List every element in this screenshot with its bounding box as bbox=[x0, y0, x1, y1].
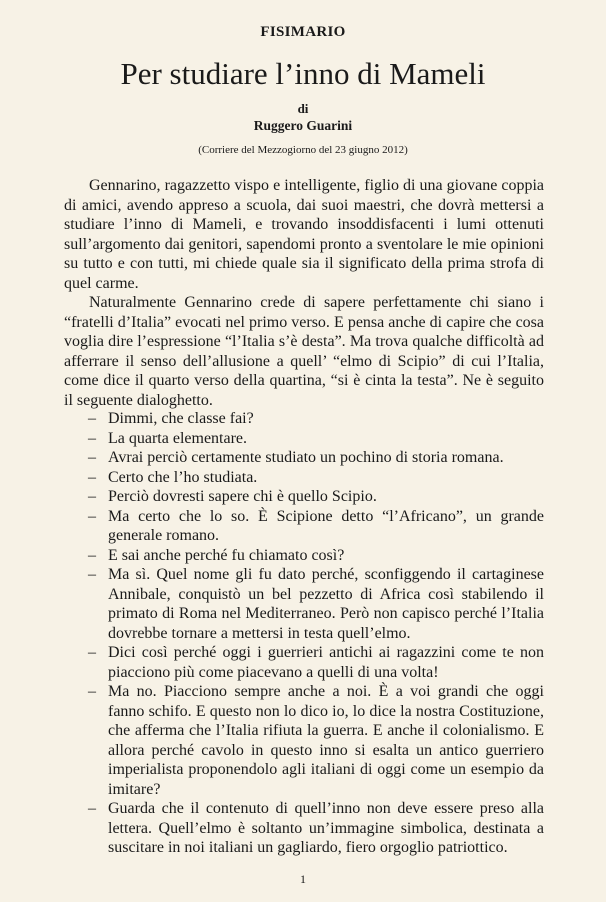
paragraph: Naturalmente Gennarino crede di sapere perfettamente chi siano i “fratelli d’Italia” evocati nel primo verso. E pensa anche di capire che cosa voglia dire l’espressione “l’Italia s’è desta”. Ma trova qualche difficoltà ad afferrare il senso dell’allusione a quell’ “elmo di Scipio” di cui l’Italia, come dice il quarto verso della quartina, “si è cinta la testa”. Ne è seguito il seguente dialoghetto. bbox=[64, 294, 544, 409]
paragraph: Gennarino, ragazzetto vispo e intelligente, figlio di una giovane coppia di amici, avendo appreso a scuola, dai suoi maestri, che dovrà mettersi a studiare l’inno di Mameli, e trovando insoddisfacenti i lumi ottenuti sull’argomento dai genitori, sapendomi pronto a sventolare le mie opinioni su tutto e con tutti, mi chiede quale sia il significato della prima strofa di quel carme. bbox=[64, 177, 544, 292]
article-title: Per studiare l’inno di Mameli bbox=[120, 56, 486, 91]
dash-marker: – bbox=[88, 468, 96, 486]
dialogue-text: Certo che l’ho studiata. bbox=[108, 468, 258, 486]
dash-marker: – bbox=[88, 507, 96, 525]
dialogue-line bbox=[88, 448, 544, 468]
dash-marker: – bbox=[88, 429, 96, 447]
dialogue-line bbox=[88, 429, 544, 449]
dash-marker: – bbox=[88, 488, 96, 505]
dialogue-text: La quarta elementare. bbox=[108, 429, 248, 447]
source-citation: (Corriere del Mezzogiorno del 23 giugno 2012) bbox=[198, 144, 408, 156]
dialogue-line bbox=[88, 565, 544, 643]
dialogue-line bbox=[88, 409, 544, 429]
dialogue-line bbox=[88, 682, 544, 799]
dialogue-text: Dici così perché oggi i guerrieri antichi ai ragazzini come te non piacciono più come piacevano a quelli di una volta! bbox=[108, 644, 544, 681]
page-number: 1 bbox=[300, 872, 306, 886]
dash-marker: – bbox=[88, 644, 96, 661]
article-body bbox=[64, 176, 544, 410]
byline-di: di bbox=[297, 101, 309, 116]
dialogue-text: Ma certo che lo so. È Scipione detto “l’Africano”, un grande generale romano. bbox=[108, 507, 544, 544]
dialogue-line bbox=[88, 643, 544, 682]
dialogue-text: Dimmi, che classe fai? bbox=[108, 410, 254, 427]
rubric-heading: FISIMARIO bbox=[260, 24, 346, 40]
dialogue-line bbox=[88, 507, 544, 546]
dialogue-line bbox=[88, 468, 544, 488]
dialogue-text: Perciò dovresti sapere chi è quello Scipio. bbox=[108, 488, 377, 505]
dialogue-text: E sai anche perché fu chiamato così? bbox=[108, 546, 345, 564]
author-name: Ruggero Guarini bbox=[253, 118, 353, 133]
dialogue-text: Ma no. Piacciono sempre anche a noi. È a voi grandi che oggi fanno schifo. E questo non lo dico io, lo dice la nostra Costituzione, che afferma che l’Italia rifiuta la guerra. E anche il colonialismo. E allora perché cavolo in questo inno si esalta un antico guerriero imperialista proponendolo agli italiani di oggi come un esempio da imitare? bbox=[108, 683, 544, 798]
dialogue-line bbox=[88, 546, 544, 566]
dialogue-text: Guarda che il contenuto di quell’inno non deve essere preso alla lettera. Quell’elmo è soltanto un’immagine simbolica, destinata a suscitare in noi italiani un gagliardo, fiero orgoglio patriottico. bbox=[108, 800, 544, 856]
dash-marker: – bbox=[88, 449, 96, 466]
dash-marker: – bbox=[88, 566, 96, 583]
dash-marker: – bbox=[88, 683, 96, 700]
dialogue-line bbox=[88, 799, 544, 858]
dash-marker: – bbox=[88, 410, 96, 427]
dialogue-line bbox=[88, 487, 544, 507]
dialogue-text: Avrai perciò certamente studiato un pochino di storia romana. bbox=[108, 449, 504, 466]
dash-marker: – bbox=[88, 800, 96, 817]
dialogue-text: Ma sì. Quel nome gli fu dato perché, sconfiggendo il cartaginese Annibale, conquistò un bel pezzetto di Africa così stabilendo il primato di Roma nel Mediterraneo. Però non capisco perché l’Italia dovrebbe tornare a mettersi in testa quell’elmo. bbox=[108, 566, 544, 642]
dash-marker: – bbox=[88, 546, 96, 564]
dialogue-list bbox=[88, 409, 544, 858]
